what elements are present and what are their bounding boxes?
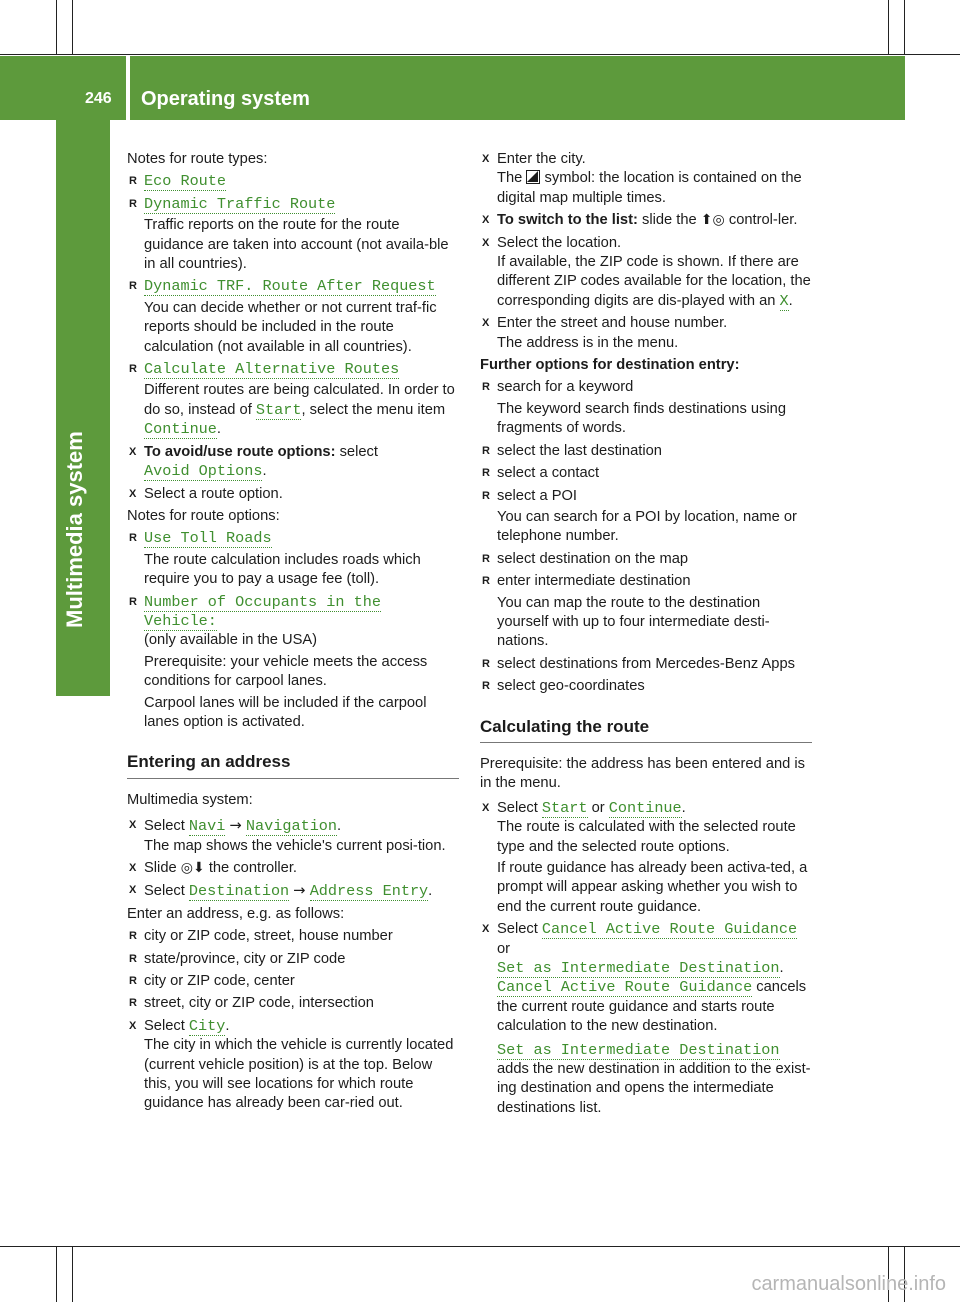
description	[144, 381, 459, 439]
text: Enter the street and house number.	[497, 315, 728, 332]
description: The route is calculated with the selected route type and the selected route options.	[497, 819, 796, 855]
bullet-icon: R	[482, 680, 490, 693]
instruction-step	[480, 211, 812, 230]
description: Prerequisite: your vehicle meets the access conditions for carpool lanes.	[144, 653, 428, 690]
page-number: 246	[85, 90, 112, 107]
step-arrow-icon: X	[129, 445, 137, 458]
bullet-icon: R	[129, 930, 137, 943]
text: .	[428, 883, 433, 900]
bullet-icon: R	[482, 552, 490, 565]
menu-continue: Continue	[144, 420, 217, 439]
text: enter intermediate destination	[497, 573, 691, 590]
bullet-icon: R	[129, 280, 137, 293]
text: .	[216, 421, 222, 438]
controller-slide-up-icon: ⬆◎	[700, 212, 725, 229]
list-item	[480, 442, 812, 461]
bullet-icon: R	[129, 952, 137, 965]
description: Traffic reports on the route for the route guidance are taken into account (not availa-ble in all countries).	[144, 217, 449, 273]
bold-label: To switch to the list:	[497, 212, 638, 229]
step-arrow-icon: X	[482, 153, 490, 165]
list-item	[127, 277, 459, 357]
list-item	[127, 994, 459, 1013]
menu-calc-alt-routes: Calculate Alternative Routes	[144, 360, 400, 379]
side-tab-label: Multimedia system	[62, 431, 87, 628]
crop-mark	[72, 0, 73, 54]
menu-dynamic-traffic-route: Dynamic Traffic Route	[144, 194, 336, 213]
menu-eco-route: Eco Route	[144, 172, 227, 191]
text: .	[337, 818, 342, 835]
menu-navi: Navi	[188, 817, 226, 836]
instruction-step	[127, 443, 459, 482]
list-item	[480, 550, 812, 569]
description	[497, 169, 812, 208]
description	[497, 253, 812, 311]
list-item	[480, 464, 812, 483]
instruction-step	[127, 1017, 459, 1114]
arrow-icon: →	[293, 882, 306, 900]
description	[497, 978, 812, 1036]
text: Select a route option.	[144, 485, 283, 502]
text: Select	[144, 818, 185, 835]
description: (only available in the USA)	[144, 632, 318, 649]
text: slide the	[641, 212, 697, 229]
text: adds the new destination in addition to the exist-ing destination and opens the intermediate destinations list.	[497, 1061, 811, 1116]
text: Slide	[144, 860, 177, 876]
step-arrow-icon: X	[129, 819, 137, 832]
text: If available, the ZIP code is shown. If there are different ZIP codes available for the location, the corresponding digits are dis-played with an	[497, 254, 811, 309]
description: If route guidance has already been activa-ted, a prompt will appear asking whether you wish to end the current route guidance.	[497, 860, 808, 915]
text: , select the menu item	[301, 401, 446, 418]
text: .	[788, 292, 793, 309]
text: Different routes are being calculated. In order to do so, instead of	[144, 382, 455, 418]
bullet-icon: R	[482, 575, 490, 588]
route-types-heading: Notes for route types:	[127, 151, 268, 167]
text: select destinations from Mercedes-Benz Apps	[497, 655, 795, 672]
left-column	[127, 150, 459, 1117]
menu-number-occupants: Number of Occupants in the Vehicle:	[144, 592, 381, 630]
description: You can decide whether or not current traf-fic reports should be included in the route calculation (not available in all countries).	[144, 299, 437, 355]
instruction-step	[480, 234, 812, 312]
route-options-heading: Notes for route options:	[127, 507, 280, 524]
bullet-icon: R	[129, 363, 137, 376]
text: control-ler.	[728, 212, 798, 229]
bullet-icon: R	[482, 467, 490, 480]
description: The city in which the vehicle is currently located (current vehicle position) is at the top. Below this, you will see locations for which route guidance has already been car-ried out.	[144, 1037, 454, 1112]
bullet-icon: R	[129, 197, 137, 210]
list-item	[480, 677, 812, 696]
bullet-icon: R	[129, 532, 137, 545]
text: The	[497, 170, 523, 187]
menu-use-toll-roads: Use Toll Roads	[144, 529, 272, 548]
bullet-icon: R	[129, 175, 137, 188]
list-item	[127, 360, 459, 440]
menu-navigation: Navigation	[245, 817, 338, 836]
menu-set-intermediate: Set as Intermediate Destination	[497, 1040, 780, 1059]
prerequisite: Prerequisite: the address has been entered and is in the menu.	[480, 755, 805, 792]
description: The address is in the menu.	[497, 334, 679, 351]
text: Select	[497, 799, 538, 816]
instruction-step	[480, 920, 812, 1118]
list-item	[127, 972, 459, 991]
instruction-step	[127, 859, 459, 878]
watermark: carmanualsonline.info	[751, 1273, 946, 1295]
step-arrow-icon: X	[482, 317, 490, 330]
crop-mark	[0, 1246, 960, 1247]
text: search for a keyword	[497, 379, 634, 396]
header-divider	[126, 56, 130, 120]
instruction-step	[127, 881, 459, 901]
text: Select	[497, 921, 538, 938]
step-arrow-icon: X	[482, 236, 490, 249]
crop-mark	[72, 1246, 73, 1302]
instruction-step	[480, 314, 812, 353]
text: .	[681, 799, 686, 816]
menu-start: Start	[255, 400, 302, 419]
step-arrow-icon: X	[129, 884, 137, 897]
menu-cancel-route-guidance: Cancel Active Route Guidance	[497, 978, 753, 997]
description: The route calculation includes roads which require you to pay a usage fee (toll).	[144, 551, 421, 588]
description: You can map the route to the destination yourself with up to four intermediate desti-nations.	[497, 594, 770, 650]
menu-start: Start	[541, 798, 588, 817]
bullet-icon: R	[482, 489, 490, 502]
list-item	[127, 593, 459, 733]
section-heading-entering-address: Entering an address	[127, 752, 459, 778]
list-item	[480, 487, 812, 547]
multiple-locations-icon	[526, 170, 540, 184]
menu-dynamic-trf-request: Dynamic TRF. Route After Request	[144, 277, 436, 296]
bullet-icon: R	[129, 997, 137, 1010]
text: select a POI	[497, 487, 577, 504]
crop-mark	[888, 0, 889, 54]
display-x: X	[779, 291, 789, 310]
description: The map shows the vehicle's current posi-tion.	[144, 837, 446, 854]
bold-label: Further options for destination entry:	[480, 357, 740, 374]
enter-address-label: Enter an address, e.g. as follows:	[127, 905, 345, 922]
description: You can search for a POI by location, name or telephone number.	[497, 508, 797, 545]
menu-continue: Continue	[608, 798, 682, 817]
step-arrow-icon: X	[129, 1019, 137, 1032]
list-item	[127, 529, 459, 589]
crop-mark	[0, 54, 960, 55]
text: symbol: the location is contained on the digital map multiple times.	[497, 170, 802, 206]
text: Select	[144, 1017, 185, 1034]
menu-avoid-options: Avoid Options	[144, 462, 263, 481]
bold-label: To avoid/use route options:	[144, 443, 336, 460]
instruction-step	[127, 816, 459, 856]
text: .	[225, 1017, 230, 1034]
text: select destination on the map	[497, 550, 689, 567]
text: state/province, city or ZIP code	[144, 950, 346, 967]
menu-destination: Destination	[188, 882, 290, 901]
header-bar	[0, 56, 905, 120]
list-item	[127, 195, 459, 275]
description: Carpool lanes will be included if the carpool lanes option is activated.	[144, 694, 427, 730]
text: Select the location.	[497, 234, 622, 251]
text: city or ZIP code, center	[144, 973, 295, 990]
list-item	[480, 572, 812, 652]
text: .	[262, 463, 267, 480]
section-heading-calculating-route: Calculating the route	[480, 717, 812, 743]
text: select the last destination	[497, 442, 662, 459]
step-arrow-icon: X	[482, 801, 490, 814]
multimedia-system-label: Multimedia system:	[127, 791, 253, 808]
step-arrow-icon: X	[482, 214, 490, 227]
crop-mark	[56, 0, 57, 54]
bullet-icon: R	[129, 975, 137, 988]
menu-set-intermediate: Set as Intermediate Destination	[497, 959, 780, 978]
step-arrow-icon: X	[482, 923, 490, 936]
bullet-icon: R	[482, 444, 490, 457]
text: Select	[144, 883, 185, 900]
description: The keyword search finds destinations using fragments of words.	[497, 400, 787, 437]
menu-city: City	[188, 1016, 226, 1035]
text: or	[591, 799, 605, 816]
text: .	[779, 960, 784, 977]
text: or	[497, 940, 511, 957]
menu-cancel-route-guidance: Cancel Active Route Guidance	[541, 920, 798, 939]
instruction-step	[480, 150, 812, 208]
instruction-step	[480, 799, 812, 917]
step-arrow-icon: X	[129, 862, 137, 874]
text: Enter the city.	[497, 151, 586, 167]
step-arrow-icon: X	[129, 487, 137, 500]
description	[497, 1041, 812, 1119]
list-item	[127, 950, 459, 969]
right-column	[480, 150, 812, 1121]
bullet-icon: R	[482, 381, 490, 394]
text: select geo-coordinates	[497, 678, 645, 695]
text: select	[339, 443, 378, 460]
list-item	[480, 655, 812, 674]
crop-mark	[904, 0, 905, 54]
arrow-icon: →	[229, 817, 242, 835]
text: street, city or ZIP code, intersection	[144, 995, 374, 1012]
instruction-step	[127, 485, 459, 504]
text: the controller.	[208, 860, 297, 876]
controller-slide-down-icon: ◎⬇	[180, 860, 205, 876]
crop-mark	[56, 1246, 57, 1302]
text: cancels the current route guidance and starts route calculation to the new destination.	[497, 979, 807, 1035]
page-title: Operating system	[141, 88, 310, 110]
list-item	[480, 378, 812, 438]
list-item	[127, 927, 459, 946]
list-item	[127, 172, 459, 191]
bullet-icon: R	[129, 595, 137, 608]
text: select a contact	[497, 465, 600, 482]
bullet-icon: R	[482, 657, 490, 670]
text: city or ZIP code, street, house number	[144, 928, 393, 945]
menu-address-entry: Address Entry	[309, 882, 429, 901]
further-options-heading	[480, 356, 812, 375]
